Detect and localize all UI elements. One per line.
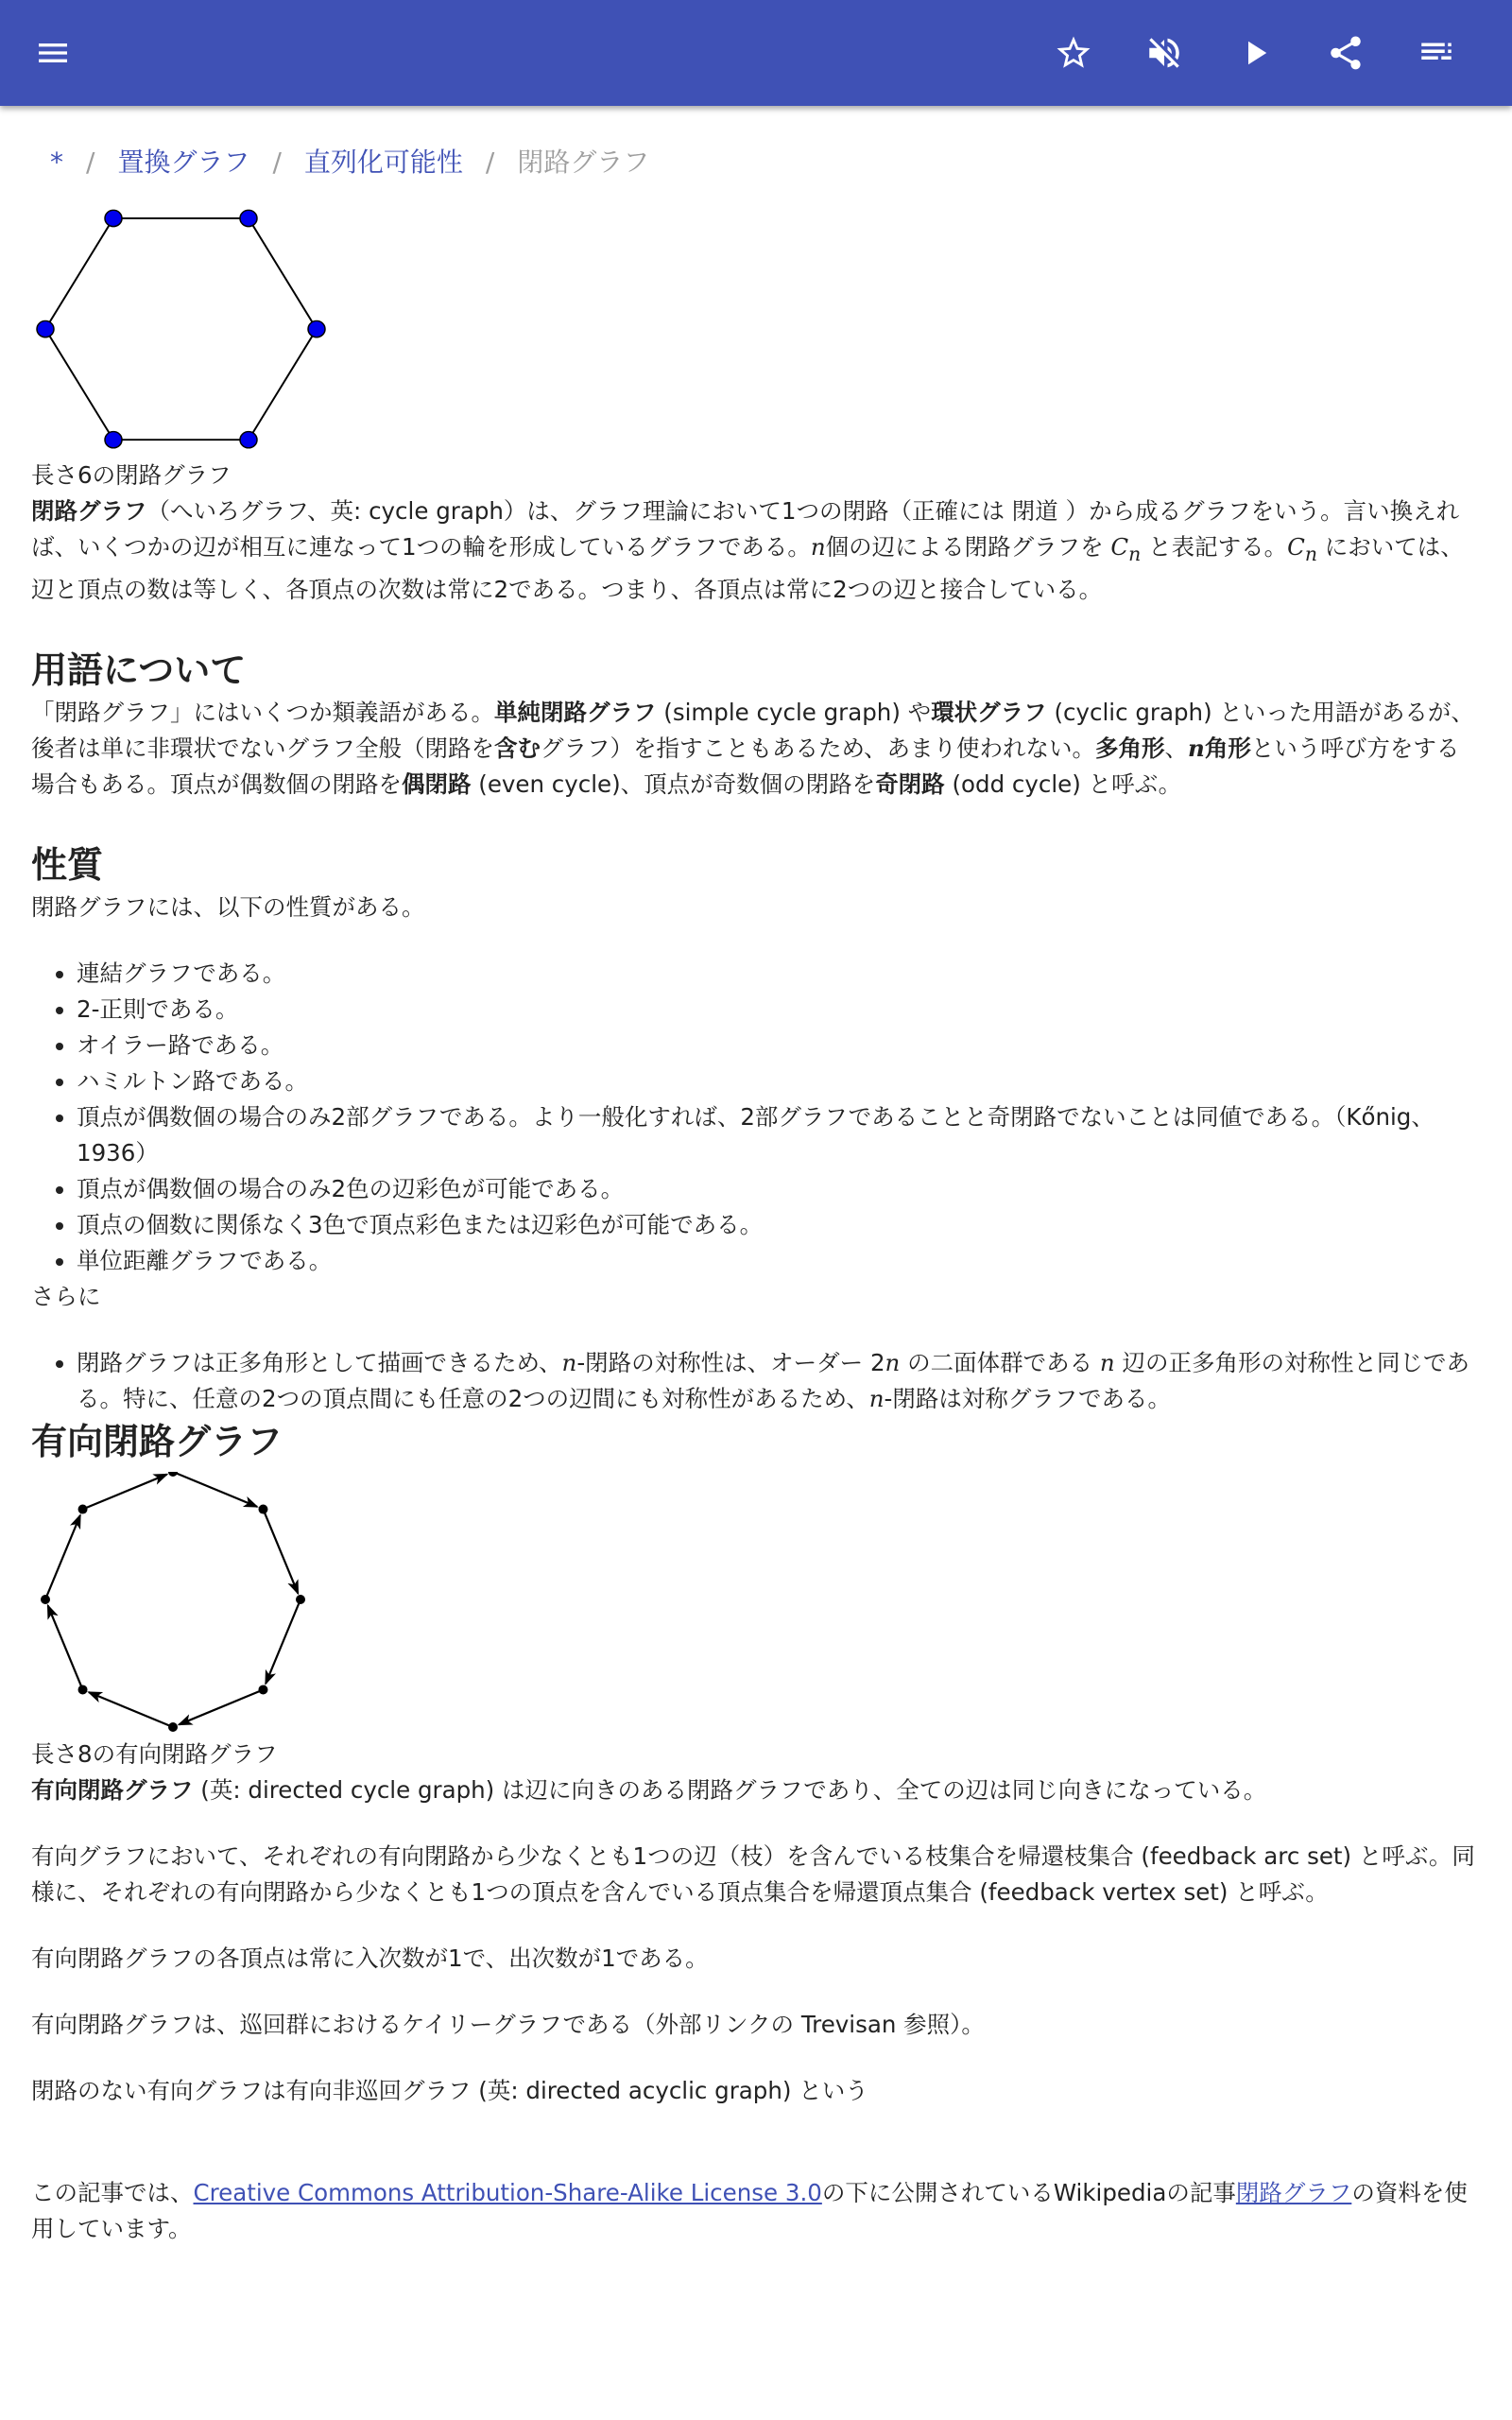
list-item: • オイラー路である。	[77, 1028, 1482, 1063]
list-item: • 連結グラフである。	[77, 956, 1482, 992]
list-item: • 2-正則である。	[77, 992, 1482, 1028]
cayley-paragraph: 有向閉路グラフは、巡回群におけるケイリーグラフである（外部リンクの Trevisan 参照）。	[31, 2010, 985, 2038]
directed-paragraph: 有向閉路グラフ (英: directed cycle graph) は辺に向きのある閉路グラフであり、全ての辺は同じ向きになっている。	[31, 1775, 1267, 1804]
breadcrumb-root[interactable]: *	[50, 147, 63, 178]
directed-edge	[48, 1605, 83, 1689]
list-item: • 頂点が偶数個の場合のみ2部グラフである。より一般化すれば、2部グラフであることと奇閉路でないことは同値である。（Kőnig、1936）	[77, 1099, 1482, 1171]
menu-icon	[34, 34, 72, 72]
figure-caption: 長さ8の有向閉路グラフ	[31, 1739, 278, 1768]
section-heading-properties: 性質	[31, 843, 104, 886]
figure-caption: 長さ6の閉路グラフ	[31, 461, 232, 489]
list-item: • 頂点が偶数個の場合のみ2色の辺彩色が可能である。	[77, 1171, 1482, 1207]
mute-button[interactable]	[1136, 25, 1193, 81]
list-item: • 単位距離グラフである。	[77, 1243, 1482, 1279]
directed-vertices	[41, 1472, 305, 1732]
list-item: • 頂点の個数に関係なく3色で頂点彩色または辺彩色が可能である。	[77, 1207, 1482, 1243]
intro-paragraph: 閉路グラフ（へいろグラフ、英: cycle graph）は、グラフ理論において1つの閉路（正確には 閉道 ）から成るグラフをいう。言い換えれば、いくつかの辺が相互に連なって1つの輪を形成しているグラフである。n個の辺による閉路グラフを $C_n$ と表記する。$C_n$ においては、辺と頂点の数は等しく、各頂点の次数は常に2である。つまり、各頂点は常に2つの辺と接合している。	[31, 497, 1464, 603]
breadcrumb-separator: /	[86, 147, 95, 178]
source-article-link[interactable]: 閉路グラフ	[1235, 2178, 1352, 2206]
graph-vertex	[308, 320, 325, 337]
graph-vertex	[240, 432, 257, 448]
share-icon	[1326, 33, 1366, 73]
term-bold: 閉路グラフ	[31, 497, 147, 525]
further-label: さらに	[31, 1282, 101, 1310]
graph-vertex	[168, 1722, 178, 1732]
section-heading-directed: 有向閉路グラフ	[31, 1420, 284, 1462]
menu-button[interactable]	[25, 25, 81, 81]
cycle-graph-figure	[31, 202, 334, 458]
directed-edge	[173, 1472, 257, 1507]
degree-paragraph: 有向閉路グラフの各頂点は常に入次数が1で、出次数が1である。	[31, 1944, 709, 1972]
extra-properties-list	[31, 1345, 1482, 1417]
contents-button[interactable]	[1408, 25, 1465, 81]
bookmark-button[interactable]	[1045, 25, 1102, 81]
license-notice: この記事では、Creative Commons Attribution-Share-Alike License 3.0の下に公開されているWikipediaの記事閉路グラフの資料を使用しています。	[31, 2178, 1468, 2242]
graph-vertex	[78, 1504, 88, 1513]
directed-cycle-figure	[31, 1472, 315, 1737]
section-heading-terminology: 用語について	[31, 648, 247, 691]
breadcrumb-item-2[interactable]: 直列化可能性	[303, 147, 463, 178]
graph-vertex	[78, 1685, 88, 1694]
directed-edge	[263, 1509, 298, 1593]
graph-vertex	[105, 210, 122, 226]
terminology-paragraph: 「閉路グラフ」にはいくつか類義語がある。単純閉路グラフ (simple cycle graph) や環状グラフ (cyclic graph) といった用語があるが、後者は単に非環状でないグラフ全般（閉路を含むグラフ）を指すこともあるため、あまり使われない。多角形、n角形という呼び方をする場合もある。頂点が偶数個の閉路を偶閉路 (even cycle)、頂点が奇数個の閉路を奇閉路 (odd cycle) と呼ぶ。	[31, 698, 1474, 798]
list-item: • ハミルトン路である。	[77, 1063, 1482, 1099]
graph-vertex	[258, 1685, 267, 1694]
hexagon-edges	[45, 218, 317, 440]
share-button[interactable]	[1317, 25, 1374, 81]
graph-vertex	[41, 1595, 50, 1604]
directed-edge	[266, 1599, 301, 1684]
play-icon	[1235, 33, 1275, 73]
license-link[interactable]: Creative Commons Attribution-Share-Alike License 3.0	[193, 2178, 822, 2206]
directed-edge	[89, 1692, 173, 1727]
graph-vertex	[105, 432, 122, 448]
directed-edge	[83, 1475, 167, 1510]
properties-list	[31, 956, 1482, 1279]
breadcrumb-separator: /	[485, 147, 495, 178]
volume-off-icon	[1144, 33, 1184, 73]
directed-edge	[45, 1515, 80, 1599]
dag-paragraph: 閉路のない有向グラフは有向非巡回グラフ (英: directed acyclic graph) という	[31, 2076, 868, 2104]
graph-vertex	[240, 210, 257, 226]
graph-vertex	[168, 1472, 178, 1477]
feedback-paragraph: 有向グラフにおいて、それぞれの有向閉路から少なくとも1つの辺（枝）を含んでいる枝集合を帰還枝集合 (feedback arc set) と呼ぶ。同様に、それぞれの有向閉路から少なくとも1つの頂点を含んでいる頂点集合を帰還頂点集合 (feedback vertex set) と呼ぶ。	[31, 1841, 1475, 1906]
graph-vertex	[296, 1595, 305, 1604]
graph-vertex	[37, 320, 54, 337]
breadcrumb-separator: /	[272, 147, 282, 178]
directed-edge	[179, 1689, 263, 1724]
graph-vertex	[258, 1504, 267, 1513]
article	[31, 142, 1482, 2247]
properties-intro: 閉路グラフには、以下の性質がある。	[31, 892, 425, 921]
breadcrumb-item-1[interactable]: 置換グラフ	[117, 147, 250, 178]
breadcrumb-current: 閉路グラフ	[517, 147, 650, 178]
star-icon	[1054, 33, 1093, 73]
play-button[interactable]	[1227, 25, 1283, 81]
playlist-icon	[1417, 33, 1456, 73]
list-item: • 閉路グラフは正多角形として描画できるため、n-閉路の対称性は、オーダー 2n の二面体群である n 辺の正多角形の対称性と同じである。特に、任意の2つの頂点間にも任意の2つの辺間にも対称性があるため、n-閉路は対称グラフである。	[77, 1345, 1482, 1417]
app-bar	[0, 0, 1512, 106]
breadcrumb	[50, 142, 1482, 183]
